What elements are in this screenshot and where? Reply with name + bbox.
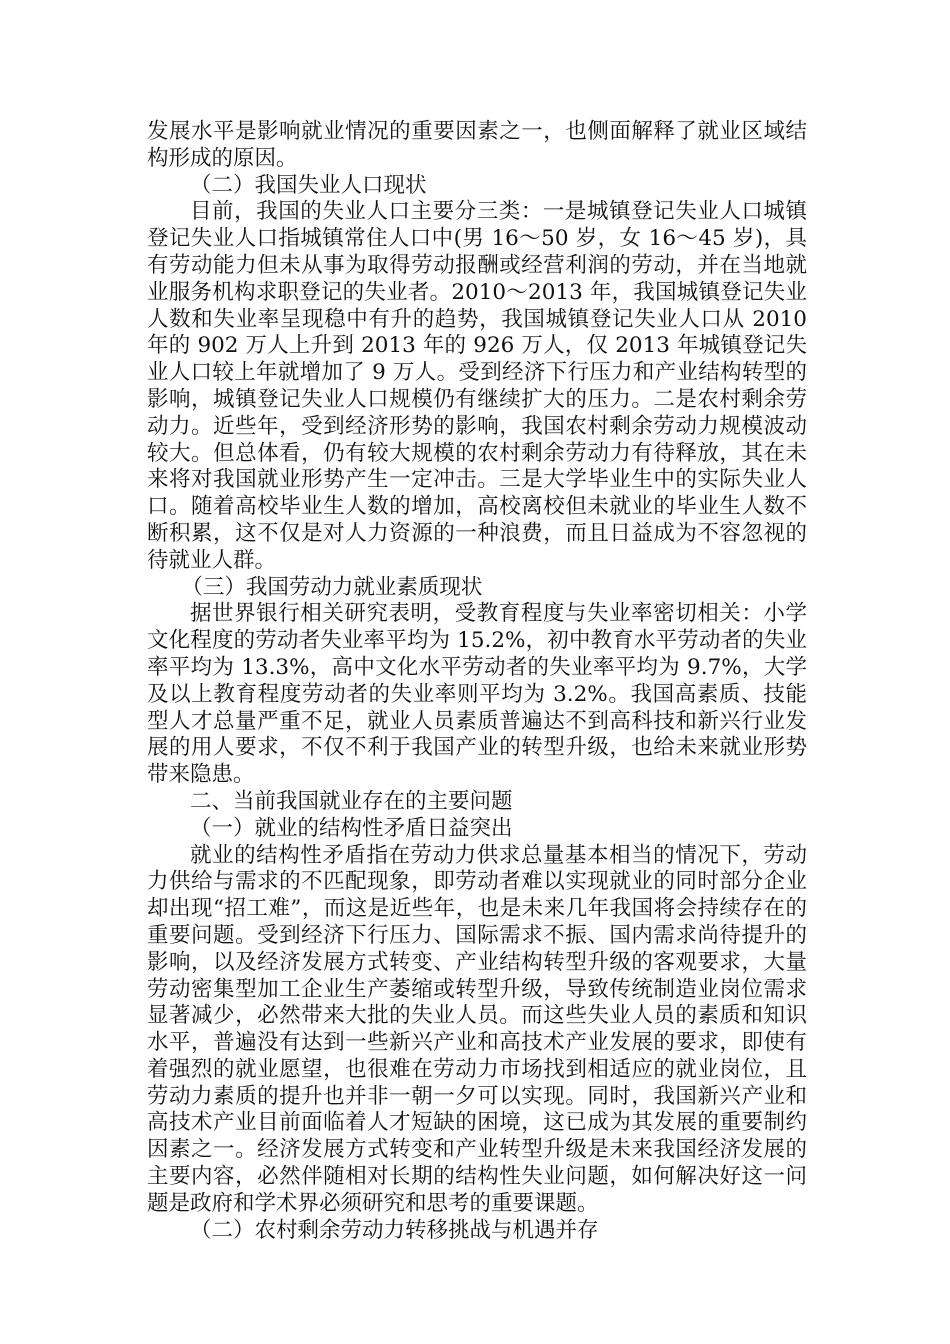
paragraph-continuation: 发展水平是影响就业情况的重要因素之一，也侧面解释了就业区域结构形成的原因。 [147, 119, 807, 171]
section-heading-quality: （三）我国劳动力就业素质现状 [181, 574, 483, 600]
paragraph-structural: 就业的结构性矛盾指在劳动力供求总量基本相当的情况下，劳动力供给与需求的不匹配现象，即劳动者难以实现就业的同时部分企业却出现“招工难”，而这是近些年，也是未来几年我国将会持续存在的重要问题。受到经济下行压力、国际需求不振、国内需求尚待提升的影响，以及经济发展方式转变、产业结构转型升级的客观要求，大量劳动密集型加工企业生产萎缩或转型升级，导致传统制造业岗位需求显著减少，必然带来大批的失业人员。而这些失业人员的素质和知识水平，普遍没有达到一些新兴产业和高技术产业发展的要求，即使有着强烈的就业愿望，也很难在劳动力市场找到相适应的就业岗位，且劳动力素质的提升也并非一朝一夕可以实现。同时，我国新兴产业和高技术产业目前面临着人才短缺的困境，这已成为其发展的重要制约因素之一。经济发展方式转变和产业转型升级是未来我国经济发展的主要内容，必然伴随相对长期的结构性失业问题，如何解决好这一问题是政府和学术界必须研究和思考的重要课题。 [147, 842, 807, 1216]
document-page [147, 119, 807, 1244]
section-heading-unemployment: （二）我国失业人口现状 [190, 172, 427, 198]
section-heading-rural-labor: （二）农村剩余劳动力转移挑战与机遇并存 [190, 1217, 599, 1243]
section-heading-structural: （一）就业的结构性矛盾日益突出 [190, 815, 513, 841]
paragraph-unemployment: 目前，我国的失业人口主要分三类：一是城镇登记失业人口城镇登记失业人口指城镇常住人口中(男 16～50 岁，女 16～45 岁)，具有劳动能力但未从事为取得劳动报酬或经营利润的劳动，并在当地就业服务机构求职登记的失业者。2010～2013 年，我国城镇登记失业人数和失业率呈现稳中有升的趋势，我国城镇登记失业人口从 2010 年的 902 万人上升到 2013 年的 926 万人，仅 2013 年城镇登记失业人口较上年就增加了 9 万人。受到经济下行压力和产业结构转型的影响，城镇登记失业人口规模仍有继续扩大的压力。二是农村剩余劳动力。近些年，受到经济形势的影响，我国农村剩余劳动力规模波动较大。但总体看，仍有较大规模的农村剩余劳动力有待释放，其在未来将对我国就业形势产生一定冲击。三是大学毕业生中的实际失业人口。随着高校毕业生人数的增加，高校离校但未就业的毕业生人数不断积累，这不仅是对人力资源的一种浪费，而且日益成为不容忽视的待就业人群。 [147, 199, 807, 573]
paragraph-quality: 据世界银行相关研究表明，受教育程度与失业率密切相关：小学文化程度的劳动者失业率平均为 15.2%，初中教育水平劳动者的失业率平均为 13.3%，高中文化水平劳动者的失业率平均为 9.7%，大学及以上教育程度劳动者的失业率则平均为 3.2%。我国高素质、技能型人才总量严重不足，就业人员素质普遍达不到高科技和新兴行业发展的用人要求，不仅不利于我国产业的转型升级，也给未来就业形势带来隐患。 [147, 601, 807, 788]
chapter-heading-problems: 二、当前我国就业存在的主要问题 [190, 788, 513, 814]
